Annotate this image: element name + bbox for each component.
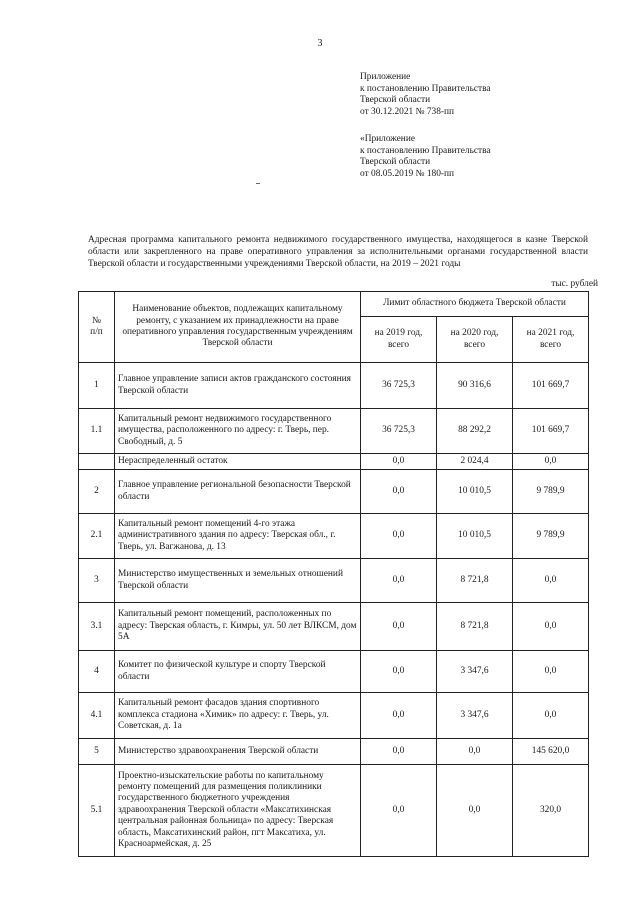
row-num: 4 <box>79 651 115 693</box>
row-num: 2 <box>79 470 115 514</box>
row-2021: 101 669,7 <box>513 363 589 409</box>
row-2019: 0,0 <box>361 454 437 470</box>
row-name: Нераспределенный остаток <box>115 454 361 470</box>
row-name: Капитальный ремонт фасадов здания спортивного комплекса стадиона «Химик» по адресу: г. Тверь, ул. Советская, д. 1а <box>115 693 361 739</box>
row-num: 5 <box>79 739 115 765</box>
row-2020: 90 316,6 <box>437 363 513 409</box>
table-row <box>79 693 589 739</box>
header-2021: на 2021 год, всего <box>513 317 589 363</box>
row-2020: 8 721,8 <box>437 603 513 651</box>
row-2021: 9 789,9 <box>513 470 589 514</box>
row-num: 1 <box>79 363 115 409</box>
row-2020: 3 347,6 <box>437 693 513 739</box>
appendix-header-previous: «Приложение к постановлению Правительства Тверской области от 08.05.2019 № 180-пп <box>360 134 491 179</box>
row-2021: 0,0 <box>513 693 589 739</box>
row-2020: 3 347,6 <box>437 651 513 693</box>
row-2021: 0,0 <box>513 651 589 693</box>
row-name: Капитальный ремонт помещений 4-го этажа административного здания по адресу: Тверская обл., г. Тверь, ул. Вагжанова, д. 13 <box>115 514 361 559</box>
row-2019: 0,0 <box>361 651 437 693</box>
row-num: 3 <box>79 559 115 603</box>
table-row <box>79 514 589 559</box>
row-2020: 2 024,4 <box>437 454 513 470</box>
table-row <box>79 651 589 693</box>
table-row <box>79 409 589 454</box>
row-2019: 0,0 <box>361 470 437 514</box>
row-2020: 88 292,2 <box>437 409 513 454</box>
row-2021: 145 620,0 <box>513 739 589 765</box>
row-name: Капитальный ремонт помещений, расположенных по адресу: Тверская область, г. Кимры, ул. 50 лет ВЛКСМ, дом 5А <box>115 603 361 651</box>
header-2020: на 2020 год, всего <box>437 317 513 363</box>
row-2019: 36 725,3 <box>361 409 437 454</box>
row-2021: 9 789,9 <box>513 514 589 559</box>
row-num: 2.1 <box>79 514 115 559</box>
row-2021: 101 669,7 <box>513 409 589 454</box>
table-row <box>79 454 589 470</box>
row-num: 4.1 <box>79 693 115 739</box>
row-name: Капитальный ремонт недвижимого государственного имущества, расположенного по адресу: г. Тверь, пер. Свободный, д. 5 <box>115 409 361 454</box>
page-number: 3 <box>317 38 323 49</box>
row-name: Министерство имущественных и земельных отношений Тверской области <box>115 559 361 603</box>
row-2021: 0,0 <box>513 603 589 651</box>
row-name: Главное управление региональной безопасности Тверской области <box>115 470 361 514</box>
row-2019: 0,0 <box>361 514 437 559</box>
row-2019: 0,0 <box>361 603 437 651</box>
row-2019: 0,0 <box>361 739 437 765</box>
header-2019: на 2019 год, всего <box>361 317 437 363</box>
document-title: Адресная программа капитального ремонта недвижимого государственного имущества, находящегося в казне Тверской области или закрепленного на праве оперативного управления за исполнительными органами государственной власти Тверской области и государственными учреждениями Тверской области, на 2019 – 2021 годы <box>88 235 588 269</box>
row-2019: 0,0 <box>361 765 437 857</box>
table-row <box>79 765 589 857</box>
table-row <box>79 559 589 603</box>
row-name: Проектно-изыскательские работы по капитальному ремонту помещений для размещения поликлиники государственного бюджетного учреждения здравоохранения Тверской области «Максатихинская центральная районная больница» по адресу: Тверская область, Максатихинский район, пгт Максатиха, ул. Красноармейская, д. 25 <box>115 765 361 857</box>
row-name: Министерство здравоохранения Тверской области <box>115 739 361 765</box>
row-name: Комитет по физической культуре и спорту Тверской области <box>115 651 361 693</box>
row-2021: 0,0 <box>513 559 589 603</box>
row-name: Главное управление записи актов гражданского состояния Тверской области <box>115 363 361 409</box>
header-num: № п/п <box>79 292 115 363</box>
row-num: 1.1 <box>79 409 115 454</box>
header-limit: Лимит областного бюджета Тверской области <box>361 292 589 317</box>
row-2020: 0,0 <box>437 765 513 857</box>
row-2019: 36 725,3 <box>361 363 437 409</box>
row-num <box>79 454 115 470</box>
row-num: 3.1 <box>79 603 115 651</box>
scan-mark <box>256 183 260 184</box>
header-name: Наименование объектов, подлежащих капитальному ремонту, с указанием их принадлежности на праве оперативного управления государственным учреждениям Тверской области <box>115 292 361 363</box>
row-2020: 8 721,8 <box>437 559 513 603</box>
row-2020: 0,0 <box>437 739 513 765</box>
row-2019: 0,0 <box>361 559 437 603</box>
table-row <box>79 470 589 514</box>
row-2021: 0,0 <box>513 454 589 470</box>
row-2020: 10 010,5 <box>437 514 513 559</box>
row-num: 5.1 <box>79 765 115 857</box>
units-label: тыс. рублей <box>551 279 598 289</box>
table-row <box>79 363 589 409</box>
budget-table <box>78 291 589 857</box>
table-row <box>79 739 589 765</box>
row-2019: 0,0 <box>361 693 437 739</box>
table-row <box>79 603 589 651</box>
row-2021: 320,0 <box>513 765 589 857</box>
appendix-header-current: Приложение к постановлению Правительства Тверской области от 30.12.2021 № 738-пп <box>360 72 491 117</box>
row-2020: 10 010,5 <box>437 470 513 514</box>
